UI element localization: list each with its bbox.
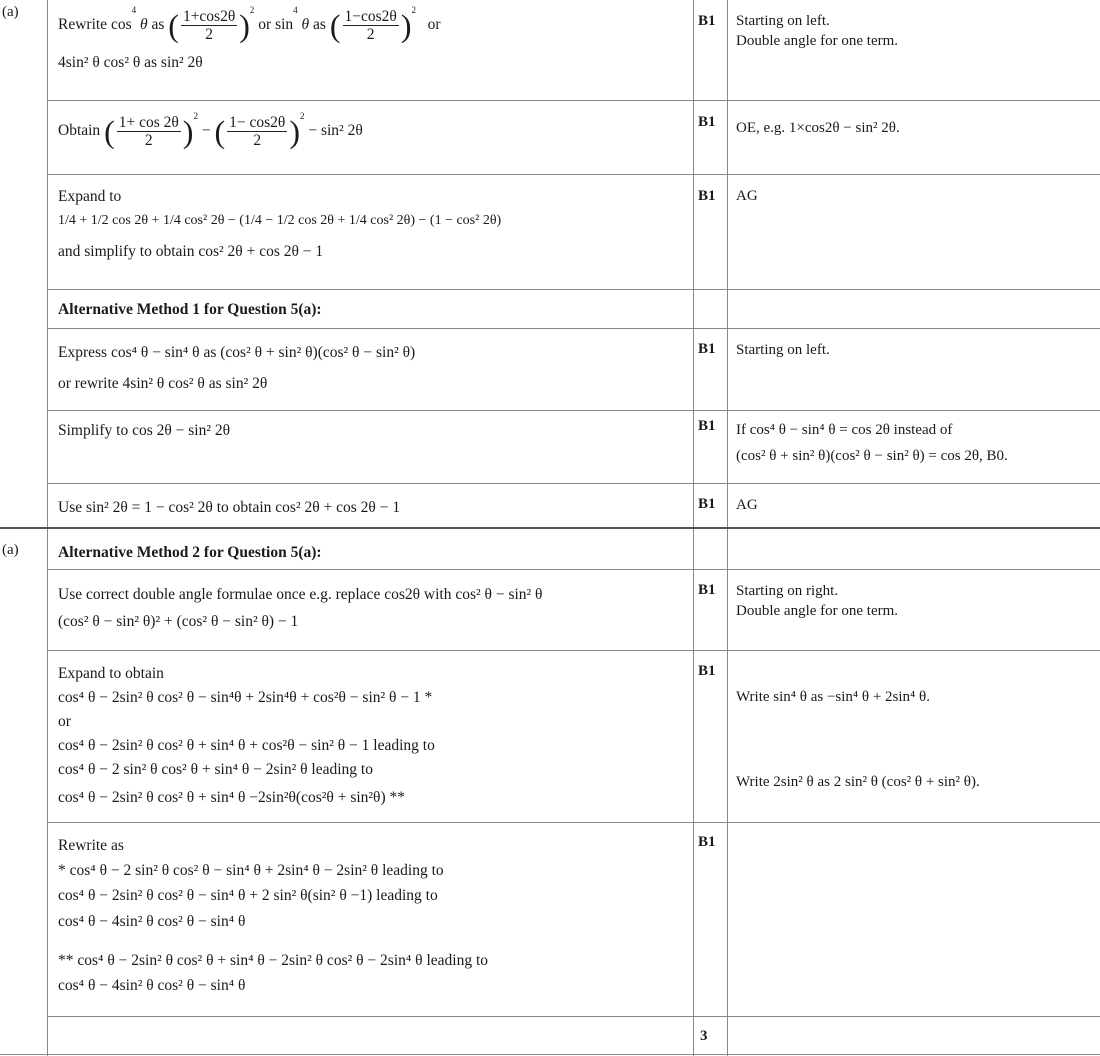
row9-answer: Rewrite as * cos⁴ θ − 2 sin² θ cos² θ − sin⁴ θ + 2sin⁴ θ − 2sin² θ leading to cos⁴ θ − 2sin² θ cos² θ − sin⁴ θ + 2 sin² θ(sin² θ −1) leading to cos⁴ θ − 4sin² θ cos² θ − sin⁴ θ ** cos⁴ θ − 2sin² θ cos² θ + sin⁴ θ − 2sin² θ cos² θ − 2sin⁴ θ leading to cos⁴ θ − 4sin² θ cos² θ − sin⁴ θ bbox=[58, 837, 489, 994]
answer-line: 4sin² θ cos² θ as sin² 2θ bbox=[58, 54, 203, 72]
alternative-method-header: Alternative Method 1 for Question 5(a): bbox=[58, 301, 322, 318]
row-divider bbox=[47, 289, 1100, 290]
guidance-note: Write 2sin² θ as 2 sin² θ (cos² θ + sin² θ). bbox=[736, 774, 980, 790]
guidance-note: Write sin⁴ θ as −sin⁴ θ + 2sin⁴ θ. bbox=[736, 689, 930, 705]
part-label: (a) bbox=[2, 542, 19, 558]
guidance-note: Starting on left. bbox=[736, 342, 830, 358]
row-divider bbox=[47, 174, 1100, 175]
row6-answer: Use sin² 2θ = 1 − cos² 2θ to obtain cos² 2θ + cos 2θ − 1 bbox=[58, 499, 401, 516]
mark-code: B1 bbox=[698, 834, 716, 850]
mark-code: B1 bbox=[698, 663, 716, 679]
row-divider bbox=[47, 822, 1100, 823]
guidance-note: AG bbox=[736, 497, 758, 513]
mark-code: B1 bbox=[698, 496, 716, 512]
guidance-note: OE, e.g. 1×cos2θ − sin² 2θ. bbox=[736, 120, 900, 136]
row8-answer: Expand to obtain cos⁴ θ − 2sin² θ cos² θ − sin⁴θ + 2sin⁴θ + cos²θ − sin² θ − 1 * or cos⁴ θ − 2sin² θ cos² θ + sin⁴ θ + cos²θ − sin² θ − 1 leading to cos⁴ θ − 2 sin² θ cos² θ + sin⁴ θ − 2sin² θ leading to cos⁴ θ − 2sin² θ cos² θ + sin⁴ θ −2sin²θ(cos²θ + sin²θ) ** bbox=[58, 665, 435, 807]
row1-answer: Rewrite $\cos^4 \theta$ as ( $\frac{1+\cos 2\theta}{2}$ )$^2$ or $\sin^4 \theta$ as ( $\frac{1-\cos 2\theta}{2}$ )$^2$ or 4sin² θ cos² θ as sin² 2θ bbox=[58, 5, 441, 72]
mark-code: B1 bbox=[698, 114, 716, 130]
row2-answer: Obtain ( $\frac{1+ \cos 2\theta}{2}$ )$^2$ − ( $\frac{1- \cos 2\theta}{2}$ )$^2$ − sin² 2θ bbox=[58, 111, 363, 150]
mark-code: B1 bbox=[698, 341, 716, 357]
guidance-note: AG bbox=[736, 188, 758, 204]
mark-code: B1 bbox=[698, 13, 716, 29]
guidance-note: Starting on left. Double angle for one term. bbox=[736, 13, 899, 49]
row-divider bbox=[47, 483, 1100, 484]
row4-answer: Express cos⁴ θ − sin⁴ θ as (cos² θ + sin² θ)(cos² θ − sin² θ) or rewrite 4sin² θ cos² θ as sin² 2θ bbox=[58, 344, 416, 393]
alternative-method-header: Alternative Method 2 for Question 5(a): bbox=[58, 544, 322, 561]
row-divider bbox=[47, 100, 1100, 101]
row-divider bbox=[47, 1016, 1100, 1017]
part-label: (a) bbox=[2, 4, 19, 20]
fraction: $\frac{1-\cos 2\theta}{2}$ bbox=[344, 8, 397, 44]
guidance-note: If cos⁴ θ − sin⁴ θ = cos 2θ instead of (cos² θ + sin² θ)(cos² θ − sin² θ) = cos 2θ, B0. bbox=[736, 422, 1008, 464]
row-divider bbox=[47, 328, 1100, 329]
row5-answer: Simplify to cos 2θ − sin² 2θ bbox=[58, 422, 231, 439]
row7-answer: Use correct double angle formulae once e.g. replace cos2θ with cos² θ − sin² θ (cos² θ − sin² θ)² + (cos² θ − sin² θ) − 1 bbox=[58, 586, 543, 631]
row3-answer: Expand to 1/4 + 1/2 cos 2θ + 1/4 cos² 2θ − (1/4 − 1/2 cos 2θ + 1/4 cos² 2θ) − (1 − cos² 2θ) and simplify to obtain cos² 2θ + cos 2θ − 1 bbox=[58, 188, 502, 260]
row-divider bbox=[47, 569, 1100, 570]
mark-code: B1 bbox=[698, 582, 716, 598]
table-bottom-border bbox=[0, 1054, 1100, 1055]
mark-code: B1 bbox=[698, 188, 716, 204]
row-divider bbox=[47, 650, 1100, 651]
section-divider bbox=[0, 527, 1100, 529]
row-divider bbox=[47, 410, 1100, 411]
mark-code: B1 bbox=[698, 418, 716, 434]
total-marks: 3 bbox=[700, 1028, 708, 1044]
fraction: $\frac{1- \cos 2\theta}{2}$ bbox=[229, 114, 286, 150]
fraction: $\frac{1+\cos 2\theta}{2}$ bbox=[182, 8, 236, 44]
fraction: $\frac{1+ \cos 2\theta}{2}$ bbox=[118, 114, 179, 150]
guidance-note: Starting on right. Double angle for one term. bbox=[736, 583, 899, 619]
